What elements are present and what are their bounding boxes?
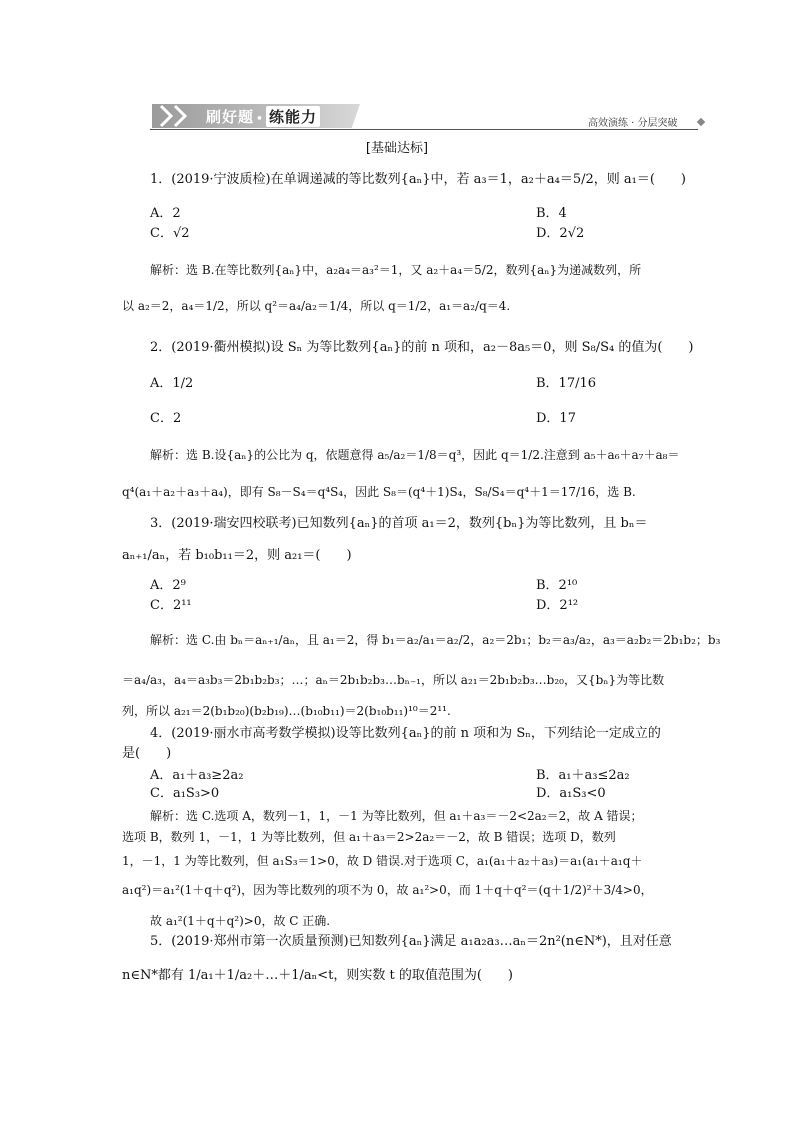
header-title-part1: 刷好题: [206, 108, 255, 126]
q3-stem-line2: aₙ₊₁/aₙ，若 b₁₀b₁₁＝2，则 a₂₁＝( ): [122, 548, 352, 563]
q3-option-d: D．2¹²: [536, 598, 579, 613]
q2-option-a: A．1/2: [150, 376, 194, 391]
q1-option-a: A．2: [150, 206, 181, 221]
q3-option-b: B．2¹⁰: [536, 578, 578, 593]
diamond-icon: [697, 118, 705, 126]
q4-option-c: C．a₁S₃>0: [150, 786, 220, 801]
q2-stem: 2．(2019·衢州模拟)设 Sₙ 为等比数列{aₙ}的前 n 项和，a₂－8a₅＝0，则 S₈/S₄ 的值为( ): [150, 340, 694, 355]
q1-solution-line2: 以 a₂＝2，a₄＝1/2，所以 q²＝a₄/a₂＝1/4，所以 q＝1/2，a₁＝a₂/q＝4.: [122, 299, 511, 313]
q4-solution-line1: 解析：选 C.选项 A，数列－1，1，－1 为等比数列，但 a₁＋a₃＝－2<2a₂＝2，故 A 错误；: [150, 809, 643, 823]
q4-solution-line4: a₁q²)＝a₁²(1＋q＋q²)，因为等比数列的项不为 0，故 a₁²>0，而 1＋q＋q²＝(q＋1/2)²＋3/4>0，: [122, 883, 653, 897]
q1-stem: 1．(2019·宁波质检)在单调递减的等比数列{aₙ}中，若 a₃＝1，a₂＋a₄＝5/2，则 a₁＝( ): [150, 172, 686, 187]
q4-solution-line2: 选项 B，数列 1，－1，1 为等比数列，但 a₁＋a₃＝2>2a₂＝－2，故 B 错误；选项 D，数列: [122, 830, 616, 844]
section-title: [基础达标]: [365, 141, 429, 156]
q5-stem-line1: 5．(2019·郑州市第一次质量预测)已知数列{aₙ}满足 a₁a₂a₃…aₙ＝2n²(n∈N*)，且对任意: [150, 934, 672, 949]
q3-stem-line1: 3．(2019·瑞安四校联考)已知数列{aₙ}的首项 a₁＝2，数列{bₙ}为等比数列，且 bₙ＝: [150, 516, 648, 531]
q4-stem-line1: 4．(2019·丽水市高考数学模拟)设等比数列{aₙ}的前 n 项和为 Sₙ，下列结论一定成立的: [150, 726, 661, 741]
header-rule: [150, 129, 698, 130]
q2-option-d: D．17: [536, 411, 576, 426]
header-title: [206, 106, 320, 127]
q2-solution-line1: 解析：选 B.设{aₙ}的公比为 q，依题意得 a₅/a₂＝1/8＝q³，因此 q＝1/2.注意到 a₅＋a₆＋a₇＋a₈＝: [150, 448, 680, 462]
q3-option-a: A．2⁹: [150, 578, 186, 593]
q2-solution-line2: q⁴(a₁＋a₂＋a₃＋a₄)，即有 S₈－S₄＝q⁴S₄，因此 S₈＝(q⁴＋1)S₄，S₈/S₄＝q⁴＋1＝17/16，选 B.: [122, 485, 636, 499]
q4-option-b: B．a₁＋a₃≤2a₂: [536, 768, 630, 783]
chevron-right-icon: [172, 104, 190, 128]
q1-solution-line1: 解析：选 B.在等比数列{aₙ}中，a₂a₄＝a₃²＝1，又 a₂＋a₄＝5/2，数列{aₙ}为递减数列，所: [150, 263, 642, 277]
q3-solution-line2: ＝a₄/a₃，a₄＝a₃b₃＝2b₁b₂b₃；…；aₙ＝2b₁b₂b₃…bₙ₋₁，所以 a₂₁＝2b₁b₂b₃…b₂₀，又{bₙ}为等比数: [122, 673, 665, 687]
q2-option-c: C．2: [150, 411, 182, 426]
q3-solution-line1: 解析：选 C.由 bₙ＝aₙ₊₁/aₙ，且 a₁＝2，得 b₁＝a₂/a₁＝a₂/2，a₂＝2b₁；b₂＝a₃/a₂，a₃＝a₂b₂＝2b₁b₂；b₃: [150, 633, 721, 647]
header-title-dot: •: [256, 112, 265, 125]
q4-option-a: A．a₁＋a₃≥2a₂: [150, 768, 244, 783]
q3-solution-line3: 列，所以 a₂₁＝2(b₁b₂₀)(b₂b₁₉)…(b₁₀b₁₁)＝2(b₁₀b₁₁)¹⁰＝2¹¹.: [122, 704, 451, 718]
header-title-part2: 练能力: [266, 106, 320, 127]
q3-option-c: C．2¹¹: [150, 598, 192, 613]
q4-solution-line5: 故 a₁²(1＋q＋q²)>0，故 C 正确.: [150, 914, 331, 928]
q4-option-d: D．a₁S₃<0: [536, 786, 606, 801]
q4-stem-line2: 是( ): [122, 746, 172, 761]
q1-option-d: D．2√2: [536, 226, 585, 241]
q4-solution-line3: 1，－1，1 为等比数列，但 a₁S₃＝1>0，故 D 错误.对于选项 C，a₁(a₁＋a₂＋a₃)＝a₁(a₁＋a₁q＋: [122, 854, 643, 868]
q2-option-b: B．17/16: [536, 376, 597, 391]
header-right-label: 高效演练 · 分层突破: [588, 118, 678, 129]
q1-option-c: C．√2: [150, 226, 190, 241]
q5-stem-line2: n∈N*都有 1/a₁＋1/a₂＋…＋1/aₙ<t，则实数 t 的取值范围为( ): [122, 968, 514, 983]
q1-option-b: B．4: [536, 206, 567, 221]
